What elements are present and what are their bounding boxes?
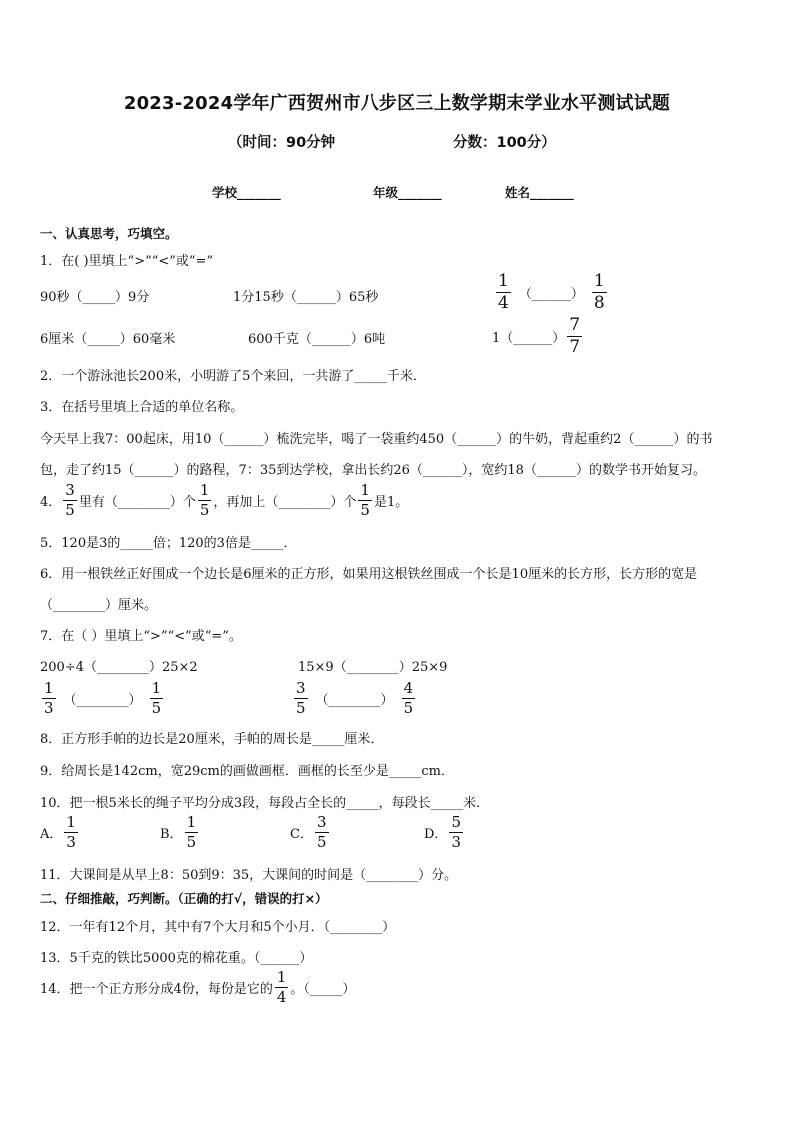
fraction: $\frac{1}{5}$ <box>186 813 197 851</box>
q9: 9．给周长是142cm，宽29cm的画做画框．画框的长至少是_____cm． <box>40 764 454 779</box>
fraction: $\frac{3}{5}$ <box>65 481 75 519</box>
q7-stem: 7．在（ ）里填上“>”“<”或“=”。 <box>40 629 242 644</box>
q1-a: 90秒（_____）9分 <box>40 290 150 305</box>
q13: 13．5千克的铁比5000克的棉花重。（______） <box>40 951 313 966</box>
q1-d: 6厘米（_____）60毫米 <box>40 332 176 347</box>
fraction: $\frac{1}{8}$ <box>593 271 605 313</box>
fraction: $\frac{3}{5}$ <box>316 813 327 851</box>
q3-stem: 3．在括号里填上合适的单位名称。 <box>40 400 244 415</box>
q3-line2: 包，走了约15（______）的路程，7：35到达学校，拿出长约26（______），宽约18（______）的数学书开始复习。 <box>40 463 706 478</box>
q12: 12．一年有12个月，其中有7个大月和5个小月．（________） <box>40 920 396 935</box>
q10-option-d: D． $\frac{5}{3}$ <box>424 813 461 851</box>
answer-blank: （________） <box>63 693 142 708</box>
q1-e: 600千克（______）6吨 <box>248 332 386 347</box>
fraction: $\frac{7}{7}$ <box>569 315 581 357</box>
q1-b: 1分15秒（______）65秒 <box>233 290 379 305</box>
q14: 14．把一个正方形分成4份，每份是它的 $\frac{1}{4}$ 。（_____） <box>40 968 356 1006</box>
fraction: $\frac{3}{5}$ <box>296 679 306 717</box>
fraction: $\frac{1}{3}$ <box>66 813 76 851</box>
answer-blank: 1（______） <box>492 331 566 346</box>
q5: 5．120是3的_____倍；120的3倍是_____． <box>40 536 297 551</box>
q10-option-c: C． $\frac{3}{5}$ <box>290 813 327 851</box>
q7-b: 15×9（________）25×9 <box>298 660 448 675</box>
q10-option-b: B． $\frac{1}{5}$ <box>160 813 197 851</box>
q10-stem: 10．把一根5米长的绳子平均分成3段，每段占全长的_____，每段长_____米． <box>40 796 490 811</box>
exam-score: 分数：100分） <box>453 135 556 151</box>
exam-time: （时间：90分钟 <box>228 135 336 151</box>
q11: 11．大课间是从早上8：50到9：35，大课间的时间是（________）分。 <box>40 868 458 883</box>
q10-option-a: A． $\frac{1}{3}$ <box>40 813 76 851</box>
section-1-heading: 一、认真思考，巧填空。 <box>40 226 178 241</box>
fraction: $\frac{1}{5}$ <box>199 481 210 519</box>
q3-line1: 今天早上我7：00起床，用10（______）梳洗完毕，喝了一袋重约450（______）的牛奶，背起重约2（______）的书 <box>40 432 713 447</box>
fraction: $\frac{1}{4}$ <box>498 271 509 313</box>
answer-blank: （______） <box>518 287 584 302</box>
q4: 4． $\frac{3}{5}$ 里有（________）个 $\frac{1}{5}$ ，再加上（________）个 $\frac{1}{5}$ 是1。 <box>40 481 409 519</box>
q1-f <box>492 317 584 356</box>
answer-blank: （________） <box>315 693 394 708</box>
fraction: $\frac{5}{3}$ <box>451 813 461 851</box>
fraction: $\frac{1}{5}$ <box>360 481 370 519</box>
name-field: 姓名_______ <box>505 185 574 200</box>
q7-d <box>292 681 417 716</box>
q2: 2．一个游泳池长200米，小明游了5个来回，一共游了_____千米． <box>40 369 426 384</box>
page-title: 2023-2024学年广西贺州市八步区三上数学期末学业水平测试试题 <box>123 93 671 114</box>
fraction: $\frac{1}{5}$ <box>151 679 162 717</box>
fraction: $\frac{1}{4}$ <box>276 968 287 1006</box>
school-field: 学校_______ <box>212 185 281 200</box>
fraction: $\frac{4}{5}$ <box>403 679 414 717</box>
fraction: $\frac{1}{3}$ <box>44 679 54 717</box>
grade-field: 年级_______ <box>373 185 442 200</box>
q7-c <box>40 681 165 716</box>
q1-stem: 1．在( )里填上“>”“<”或“=” <box>40 254 214 269</box>
q6-line1: 6．用一根铁丝正好围成一个边长是6厘米的正方形，如果用这根铁丝围成一个长是10厘米的长方形，长方形的宽是 <box>40 567 698 582</box>
q8: 8．正方形手帕的边长是20厘米，手帕的周长是_____厘米． <box>40 732 384 747</box>
section-2-heading: 二、仔细推敲，巧判断。（正确的打√，错误的打×） <box>40 891 328 906</box>
q6-line2: （________）厘米。 <box>40 598 158 613</box>
q1-c <box>494 273 609 312</box>
q7-a: 200÷4（________）25×2 <box>40 660 198 675</box>
